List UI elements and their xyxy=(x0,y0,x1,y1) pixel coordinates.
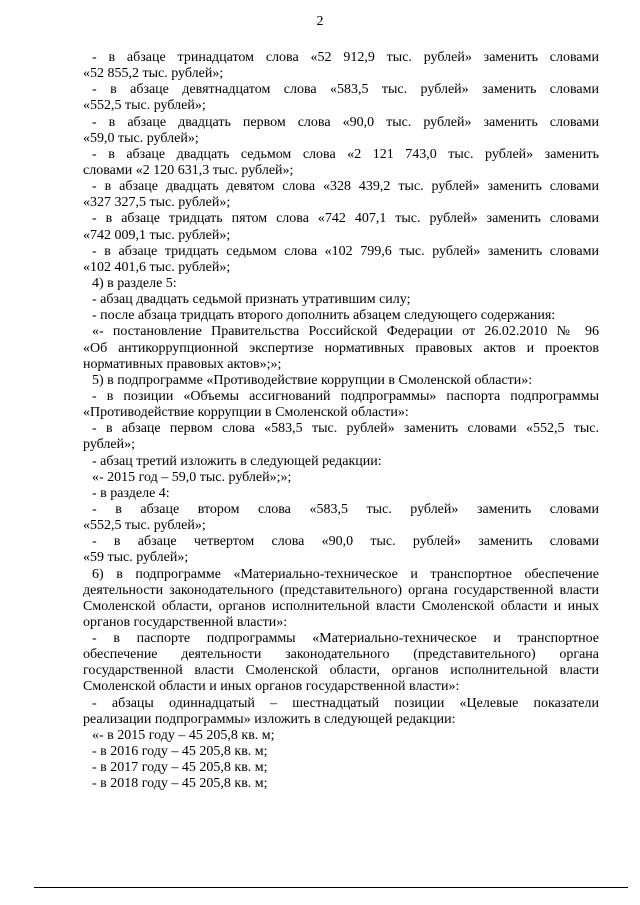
text-line: «52 855,2 тыс. рублей»; xyxy=(83,66,224,82)
text-line: - в абзаце двадцать первом слова «90,0 тыс. рублей» заменить словами xyxy=(92,114,599,130)
text-line: - в абзаце втором слова «583,5 тыс. рублей» заменить словами xyxy=(92,501,599,517)
text-line: «- постановление Правительства Российской Федерации от 26.02.2010 № 96 xyxy=(92,324,599,340)
text-line: «- в 2015 году – 45 205,8 кв. м; xyxy=(92,727,275,743)
text-line: - в позиции «Объемы ассигнований подпрограммы» паспорта подпрограммы xyxy=(92,388,599,404)
text-line: рублей»; xyxy=(83,437,135,453)
text-line: - абзац двадцать седьмой признать утратившим силу; xyxy=(92,292,411,308)
text-line: реализации подпрограммы» изложить в следующей редакции: xyxy=(83,711,456,727)
text-line: 4) в разделе 5: xyxy=(92,275,177,291)
text-line: «327 327,5 тыс. рублей»; xyxy=(83,195,231,211)
text-line: деятельности законодательного (представительного) органа государственной власти xyxy=(83,582,599,598)
text-line: - в абзаце тринадцатом слова «52 912,9 тыс. рублей» заменить словами xyxy=(92,50,599,65)
text-line: «Противодействие коррупции в Смоленской области»: xyxy=(83,405,409,421)
text-line: «- 2015 год – 59,0 тыс. рублей»;»; xyxy=(92,469,292,485)
text-line: - в абзаце тридцать седьмом слова «102 799,6 тыс. рублей» заменить словами xyxy=(92,243,599,259)
text-line: «59,0 тыс. рублей»; xyxy=(83,130,199,146)
text-line: - в паспорте подпрограммы «Материально-техническое и транспортное xyxy=(92,631,599,647)
text-line: Смоленской области и иных органов государственной власти»: xyxy=(83,679,460,695)
text-line: «742 009,1 тыс. рублей»; xyxy=(83,227,231,243)
text-line: - в абзаце двадцать девятом слова «328 439,2 тыс. рублей» заменить словами xyxy=(92,179,599,195)
text-line: - в абзаце четвертом слова «90,0 тыс. рублей» заменить словами xyxy=(92,534,599,550)
text-line: «102 401,6 тыс. рублей»; xyxy=(83,259,231,275)
text-line: государственной власти Смоленской области, органов исполнительной власти xyxy=(83,663,599,679)
text-line: - после абзаца тридцать второго дополнить абзацем следующего содержания: xyxy=(92,308,556,324)
text-line: - в абзаце двадцать седьмом слова «2 121 743,0 тыс. рублей» заменить xyxy=(92,146,599,162)
text-line: - в 2016 году – 45 205,8 кв. м; xyxy=(92,744,268,760)
text-line: - абзац третий изложить в следующей редакции: xyxy=(92,453,382,469)
text-line: - в абзаце первом слова «583,5 тыс. рублей» заменить словами «552,5 тыс. xyxy=(92,421,599,437)
text-line: органов государственной власти»: xyxy=(83,614,288,630)
text-line: нормативных правовых актов»;»; xyxy=(83,356,282,372)
text-line: 5) в подпрограмме «Противодействие коррупции в Смоленской области»: xyxy=(92,372,533,388)
text-line: «Об антикоррупционной экспертизе нормативных правовых актов и проектов xyxy=(83,340,599,356)
text-line: - в разделе 4: xyxy=(92,485,170,501)
text-line: Смоленской области, органов исполнительной власти Смоленской области и иных xyxy=(83,598,599,614)
text-line: обеспечение деятельности законодательного (представительного) органа xyxy=(83,647,599,663)
bottom-rule xyxy=(34,887,628,888)
text-line: словами «2 120 631,3 тыс. рублей»; xyxy=(83,162,294,178)
text-line: - в абзаце девятнадцатом слова «583,5 тыс. рублей» заменить словами xyxy=(92,82,599,98)
page-number: 2 xyxy=(316,14,324,29)
text-line: - в 2018 году – 45 205,8 кв. м; xyxy=(92,776,268,792)
text-line: «552,5 тыс. рублей»; xyxy=(83,98,206,114)
text-line: 6) в подпрограмме «Материально-техническое и транспортное обеспечение xyxy=(92,566,599,582)
document-body xyxy=(83,50,599,792)
text-line: - в 2017 году – 45 205,8 кв. м; xyxy=(92,760,268,776)
text-line: «552,5 тыс. рублей»; xyxy=(83,518,206,534)
text-line: - абзацы одиннадцатый – шестнадцатый позиции «Целевые показатели xyxy=(92,695,599,711)
text-line: - в абзаце тридцать пятом слова «742 407,1 тыс. рублей» заменить словами xyxy=(92,211,599,227)
text-line: «59 тыс. рублей»; xyxy=(83,550,189,566)
